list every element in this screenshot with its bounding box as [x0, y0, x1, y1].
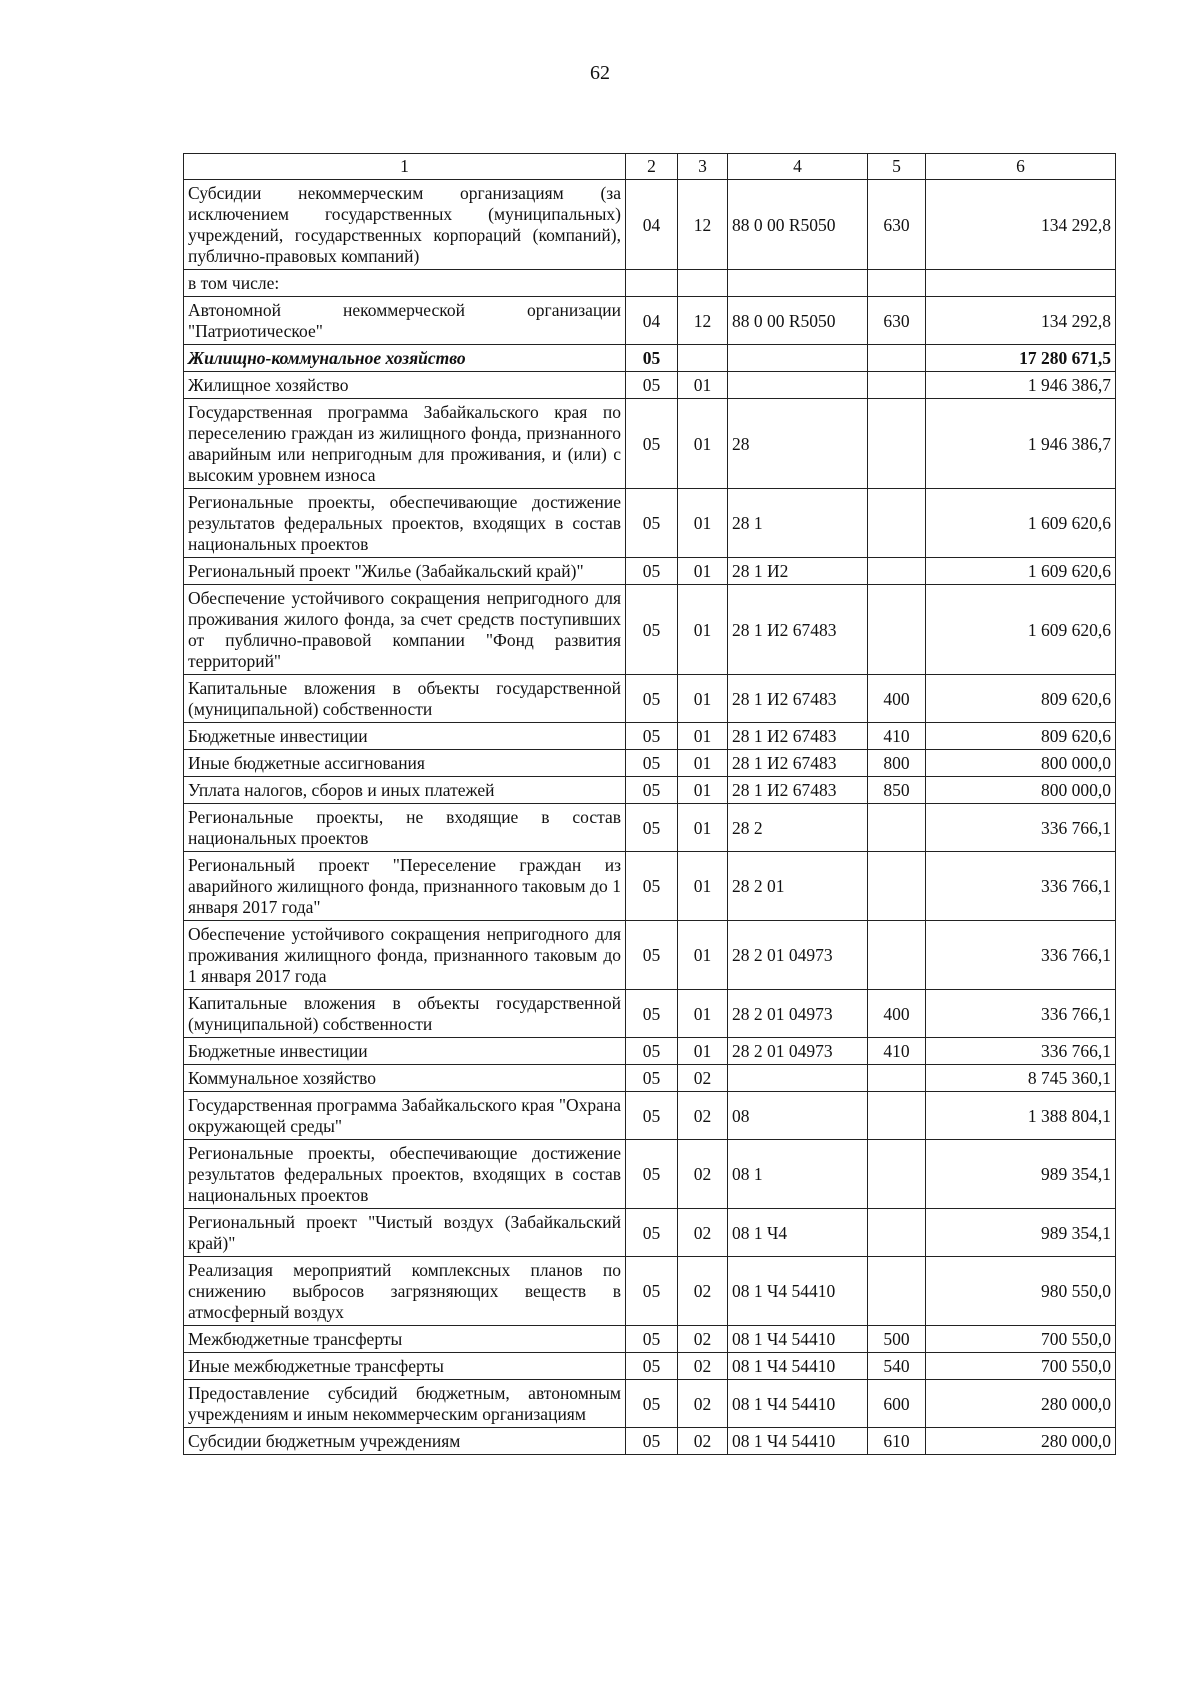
row-expense-type: 800	[868, 750, 926, 777]
row-expense-type	[868, 1140, 926, 1209]
row-section-code: 05	[626, 489, 678, 558]
row-subsection-code: 01	[678, 1038, 728, 1065]
row-amount: 989 354,1	[926, 1209, 1116, 1257]
table-row	[184, 372, 1116, 399]
row-section-code: 05	[626, 723, 678, 750]
row-expense-type	[868, 852, 926, 921]
row-section-code: 05	[626, 675, 678, 723]
row-expense-type: 410	[868, 1038, 926, 1065]
row-target-article: 28 1 И2	[728, 558, 868, 585]
table-row	[184, 1209, 1116, 1257]
row-target-article	[728, 1065, 868, 1092]
row-amount: 336 766,1	[926, 804, 1116, 852]
row-section-code: 05	[626, 921, 678, 990]
row-section-code	[626, 270, 678, 297]
row-name: Государственная программа Забайкальского края по переселению граждан из жилищного фонда, признанного аварийным или непригодным для проживания, и (или) с высоким уровнем износа	[184, 399, 626, 489]
header-col-1: 1	[184, 154, 626, 180]
row-section-code: 05	[626, 1209, 678, 1257]
row-subsection-code: 01	[678, 921, 728, 990]
table-row	[184, 345, 1116, 372]
row-section-code: 05	[626, 585, 678, 675]
row-name: Иные бюджетные ассигнования	[184, 750, 626, 777]
row-section-code: 05	[626, 990, 678, 1038]
row-expense-type	[868, 345, 926, 372]
row-amount: 336 766,1	[926, 1038, 1116, 1065]
row-subsection-code: 02	[678, 1065, 728, 1092]
row-section-code: 05	[626, 1380, 678, 1428]
row-subsection-code	[678, 270, 728, 297]
row-section-code: 05	[626, 750, 678, 777]
row-target-article: 08 1 Ч4 54410	[728, 1353, 868, 1380]
row-expense-type	[868, 558, 926, 585]
row-expense-type: 500	[868, 1326, 926, 1353]
row-target-article	[728, 270, 868, 297]
row-section-code: 05	[626, 1092, 678, 1140]
row-name: Жилищное хозяйство	[184, 372, 626, 399]
row-amount: 1 946 386,7	[926, 372, 1116, 399]
table-row	[184, 750, 1116, 777]
row-expense-type	[868, 489, 926, 558]
table-row	[184, 180, 1116, 270]
row-target-article: 08 1 Ч4 54410	[728, 1257, 868, 1326]
row-expense-type	[868, 270, 926, 297]
row-target-article: 08 1 Ч4 54410	[728, 1428, 868, 1455]
row-subsection-code: 02	[678, 1380, 728, 1428]
row-subsection-code: 01	[678, 585, 728, 675]
row-subsection-code: 12	[678, 297, 728, 345]
table-row	[184, 1380, 1116, 1428]
budget-table	[183, 153, 1116, 1455]
row-target-article: 08	[728, 1092, 868, 1140]
table-row	[184, 297, 1116, 345]
row-target-article: 28 2 01 04973	[728, 921, 868, 990]
row-amount: 989 354,1	[926, 1140, 1116, 1209]
row-name: Межбюджетные трансферты	[184, 1326, 626, 1353]
row-expense-type	[868, 585, 926, 675]
row-subsection-code: 01	[678, 372, 728, 399]
row-name: Субсидии бюджетным учреждениям	[184, 1428, 626, 1455]
row-subsection-code: 01	[678, 852, 728, 921]
row-subsection-code: 01	[678, 777, 728, 804]
table-row	[184, 852, 1116, 921]
row-subsection-code: 02	[678, 1257, 728, 1326]
row-amount: 280 000,0	[926, 1380, 1116, 1428]
row-subsection-code: 02	[678, 1353, 728, 1380]
table-row	[184, 990, 1116, 1038]
row-subsection-code: 01	[678, 675, 728, 723]
table-row	[184, 585, 1116, 675]
row-amount: 800 000,0	[926, 750, 1116, 777]
row-name: в том числе:	[184, 270, 626, 297]
row-name: Региональный проект "Жилье (Забайкальский край)"	[184, 558, 626, 585]
table-row	[184, 675, 1116, 723]
row-target-article: 28 1 И2 67483	[728, 675, 868, 723]
row-name: Бюджетные инвестиции	[184, 723, 626, 750]
row-name: Бюджетные инвестиции	[184, 1038, 626, 1065]
row-subsection-code: 02	[678, 1140, 728, 1209]
header-col-6: 6	[926, 154, 1116, 180]
row-amount: 809 620,6	[926, 675, 1116, 723]
row-subsection-code: 02	[678, 1209, 728, 1257]
row-section-code: 05	[626, 372, 678, 399]
row-subsection-code: 02	[678, 1326, 728, 1353]
row-amount: 1 388 804,1	[926, 1092, 1116, 1140]
row-section-code: 05	[626, 1428, 678, 1455]
row-name: Государственная программа Забайкальского края "Охрана окружающей среды"	[184, 1092, 626, 1140]
row-name: Капитальные вложения в объекты государственной (муниципальной) собственности	[184, 675, 626, 723]
row-target-article	[728, 372, 868, 399]
table-row	[184, 804, 1116, 852]
row-subsection-code: 02	[678, 1428, 728, 1455]
row-section-code: 04	[626, 180, 678, 270]
table-row	[184, 1038, 1116, 1065]
row-amount: 280 000,0	[926, 1428, 1116, 1455]
table-row	[184, 1065, 1116, 1092]
row-name: Региональные проекты, обеспечивающие достижение результатов федеральных проектов, входящих в состав национальных проектов	[184, 1140, 626, 1209]
row-target-article	[728, 345, 868, 372]
header-col-3: 3	[678, 154, 728, 180]
row-amount: 17 280 671,5	[926, 345, 1116, 372]
row-expense-type: 410	[868, 723, 926, 750]
table-row	[184, 1326, 1116, 1353]
row-amount	[926, 270, 1116, 297]
table-row	[184, 921, 1116, 990]
row-section-code: 05	[626, 1038, 678, 1065]
row-subsection-code: 01	[678, 804, 728, 852]
row-expense-type: 400	[868, 675, 926, 723]
row-section-code: 05	[626, 1140, 678, 1209]
row-name: Капитальные вложения в объекты государственной (муниципальной) собственности	[184, 990, 626, 1038]
table-row	[184, 558, 1116, 585]
row-name: Региональный проект "Переселение граждан из аварийного жилищного фонда, признанного таковым до 1 января 2017 года"	[184, 852, 626, 921]
table-row	[184, 489, 1116, 558]
row-amount: 1 609 620,6	[926, 489, 1116, 558]
row-subsection-code: 12	[678, 180, 728, 270]
row-expense-type: 850	[868, 777, 926, 804]
row-target-article: 28 2 01 04973	[728, 1038, 868, 1065]
row-target-article: 28	[728, 399, 868, 489]
row-amount: 336 766,1	[926, 852, 1116, 921]
row-section-code: 05	[626, 852, 678, 921]
row-expense-type: 600	[868, 1380, 926, 1428]
row-section-code: 05	[626, 1326, 678, 1353]
row-subsection-code: 02	[678, 1092, 728, 1140]
table-row	[184, 1257, 1116, 1326]
header-col-4: 4	[728, 154, 868, 180]
row-target-article: 28 2 01	[728, 852, 868, 921]
header-col-5: 5	[868, 154, 926, 180]
table-header-row	[184, 154, 1116, 180]
page-number: 62	[590, 62, 610, 84]
row-target-article: 28 1 И2 67483	[728, 777, 868, 804]
table-row	[184, 1140, 1116, 1209]
row-name: Автономной некоммерческой организации "Патриотическое"	[184, 297, 626, 345]
row-expense-type	[868, 921, 926, 990]
row-expense-type: 630	[868, 297, 926, 345]
table-row	[184, 270, 1116, 297]
row-amount: 8 745 360,1	[926, 1065, 1116, 1092]
row-section-code: 05	[626, 1065, 678, 1092]
row-subsection-code	[678, 345, 728, 372]
table-row	[184, 399, 1116, 489]
row-section-code: 04	[626, 297, 678, 345]
row-name: Региональные проекты, не входящие в состав национальных проектов	[184, 804, 626, 852]
row-section-code: 05	[626, 345, 678, 372]
header-col-2: 2	[626, 154, 678, 180]
row-amount: 336 766,1	[926, 990, 1116, 1038]
row-name: Реализация мероприятий комплексных планов по снижению выбросов загрязняющих веществ в атмосферный воздух	[184, 1257, 626, 1326]
row-section-code: 05	[626, 399, 678, 489]
row-section-code: 05	[626, 804, 678, 852]
row-expense-type: 610	[868, 1428, 926, 1455]
row-target-article: 28 2 01 04973	[728, 990, 868, 1038]
table-row	[184, 1353, 1116, 1380]
row-name: Обеспечение устойчивого сокращения непригодного для проживания жилого фонда, за счет средств поступивших от публично-правовой компании "Фонд развития территорий"	[184, 585, 626, 675]
row-expense-type: 400	[868, 990, 926, 1038]
row-target-article: 08 1 Ч4	[728, 1209, 868, 1257]
row-name: Коммунальное хозяйство	[184, 1065, 626, 1092]
row-expense-type	[868, 804, 926, 852]
row-amount: 336 766,1	[926, 921, 1116, 990]
row-amount: 809 620,6	[926, 723, 1116, 750]
row-target-article: 28 1	[728, 489, 868, 558]
row-amount: 980 550,0	[926, 1257, 1116, 1326]
row-expense-type: 630	[868, 180, 926, 270]
row-name: Иные межбюджетные трансферты	[184, 1353, 626, 1380]
row-expense-type	[868, 1065, 926, 1092]
row-section-code: 05	[626, 1257, 678, 1326]
row-amount: 1 609 620,6	[926, 585, 1116, 675]
row-expense-type	[868, 1092, 926, 1140]
row-section-code: 05	[626, 1353, 678, 1380]
row-target-article: 88 0 00 R5050	[728, 297, 868, 345]
row-target-article: 88 0 00 R5050	[728, 180, 868, 270]
row-target-article: 28 1 И2 67483	[728, 585, 868, 675]
row-expense-type	[868, 399, 926, 489]
table-body	[184, 180, 1116, 1455]
row-amount: 134 292,8	[926, 297, 1116, 345]
row-target-article: 08 1	[728, 1140, 868, 1209]
row-amount: 800 000,0	[926, 777, 1116, 804]
row-expense-type	[868, 372, 926, 399]
row-subsection-code: 01	[678, 723, 728, 750]
row-target-article: 28 1 И2 67483	[728, 723, 868, 750]
table-row	[184, 1428, 1116, 1455]
row-name: Уплата налогов, сборов и иных платежей	[184, 777, 626, 804]
row-subsection-code: 01	[678, 750, 728, 777]
row-section-code: 05	[626, 777, 678, 804]
row-expense-type: 540	[868, 1353, 926, 1380]
row-name: Жилищно-коммунальное хозяйство	[184, 345, 626, 372]
row-section-code: 05	[626, 558, 678, 585]
row-target-article: 28 1 И2 67483	[728, 750, 868, 777]
row-subsection-code: 01	[678, 489, 728, 558]
row-name: Региональные проекты, обеспечивающие достижение результатов федеральных проектов, входящих в состав национальных проектов	[184, 489, 626, 558]
row-expense-type	[868, 1257, 926, 1326]
row-subsection-code: 01	[678, 399, 728, 489]
row-amount: 1 609 620,6	[926, 558, 1116, 585]
row-amount: 700 550,0	[926, 1353, 1116, 1380]
table-row	[184, 1092, 1116, 1140]
table-row	[184, 723, 1116, 750]
row-target-article: 08 1 Ч4 54410	[728, 1326, 868, 1353]
row-amount: 134 292,8	[926, 180, 1116, 270]
row-amount: 1 946 386,7	[926, 399, 1116, 489]
row-subsection-code: 01	[678, 558, 728, 585]
row-target-article: 08 1 Ч4 54410	[728, 1380, 868, 1428]
row-name: Региональный проект "Чистый воздух (Забайкальский край)"	[184, 1209, 626, 1257]
row-target-article: 28 2	[728, 804, 868, 852]
row-subsection-code: 01	[678, 990, 728, 1038]
row-name: Субсидии некоммерческим организациям (за исключением государственных (муниципальных) учреждений, государственных корпораций (компаний), публично-правовых компаний)	[184, 180, 626, 270]
row-expense-type	[868, 1209, 926, 1257]
row-name: Предоставление субсидий бюджетным, автономным учреждениям и иным некоммерческим организациям	[184, 1380, 626, 1428]
row-amount: 700 550,0	[926, 1326, 1116, 1353]
table-row	[184, 777, 1116, 804]
row-name: Обеспечение устойчивого сокращения непригодного для проживания жилищного фонда, признанного таковым до 1 января 2017 года	[184, 921, 626, 990]
